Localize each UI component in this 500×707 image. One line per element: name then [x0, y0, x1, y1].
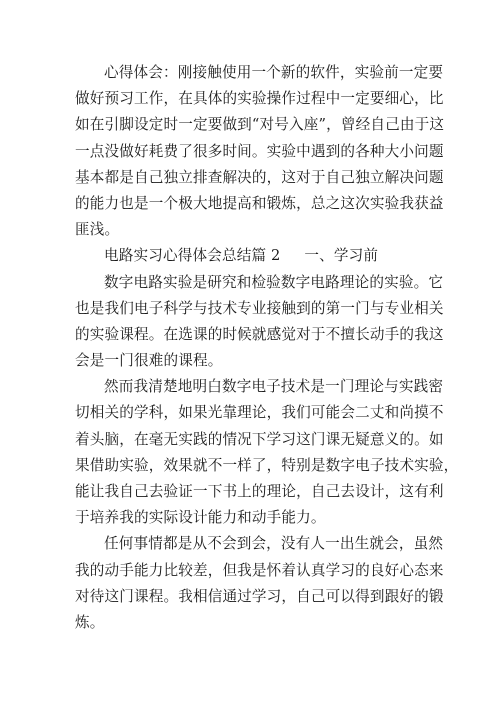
text-line: 任何事情都是从不会到会，没有人一出生就会，虽然	[104, 535, 444, 553]
text-line: 匪浅。	[75, 221, 120, 239]
document-page	[75, 60, 459, 636]
text-line: 数字电路实验是研究和检验数字电路理论的实验。它	[104, 273, 444, 291]
text-line: 果借助实验，效果就不一样了，特别是数字电子技术实验，	[75, 456, 459, 474]
text-line: 切相关的学科，如果光靠理论，我们可能会二丈和尚摸不	[75, 404, 444, 422]
text-line: 的能力也是一个极大地提高和锻炼，总之这次实验我获益	[75, 194, 444, 212]
text-line: 也是我们电子科学与技术专业接触到的第一门与专业相关	[75, 299, 444, 317]
paragraph-attitude	[75, 531, 444, 636]
paragraph-reflection	[75, 60, 445, 243]
text-line: 一点没做好耗费了很多时间。实验中遇到的各种大小问题	[75, 142, 444, 160]
text-line: 炼。	[75, 613, 105, 631]
text-line: 心得体会：刚接触使用一个新的软件，实验前一定要	[104, 64, 444, 81]
text-line: 做好预习工作，在具体的实验操作过程中一定要细心，比	[75, 90, 444, 108]
paragraph-intro	[75, 270, 444, 375]
text-line: 着头脑，在毫无实践的情况下学习这门课无疑意义的。如	[75, 430, 444, 448]
text-line: 对待这门课程。我相信通过学习，自己可以得到跟好的锻	[75, 587, 444, 605]
text-line: 能让我自己去验证一下书上的理论，自己去设计，这有利	[75, 483, 444, 500]
section-title: 一、学习前	[304, 247, 379, 265]
text-line: 基本都是自己独立排查解决的，这对于自己独立解决问题	[75, 168, 444, 186]
article-title: 电路实习心得体会总结篇 2	[104, 247, 281, 265]
text-line: 的实验课程。在选课的时候就感觉对于不擅长动手的我这	[75, 325, 444, 343]
section-heading	[75, 243, 420, 269]
text-line: 如在引脚设定时一定要做到“对号入座”，曾经自己由于这	[75, 116, 445, 134]
text-line: 我的动手能力比较差，但我是怀着认真学习的良好心态来	[75, 561, 444, 579]
text-line: 然而我清楚地明白数字电子技术是一门理论与实践密	[104, 378, 444, 396]
paragraph-theory-practice	[75, 374, 459, 531]
text-line: 于培养我的实际设计能力和动手能力。	[75, 509, 326, 527]
text-line: 会是一门很难的课程。	[75, 352, 223, 370]
